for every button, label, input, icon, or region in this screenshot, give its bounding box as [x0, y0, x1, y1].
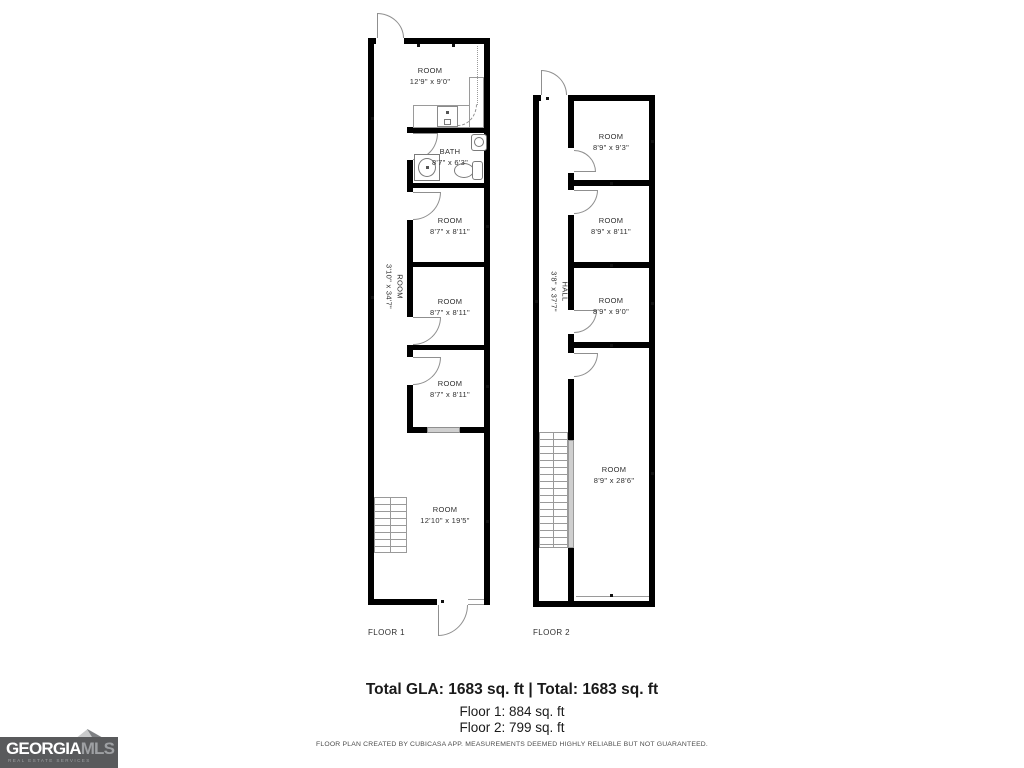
- wall: [407, 262, 484, 267]
- wall-corridor: [407, 127, 413, 433]
- wall-tick: [546, 97, 549, 100]
- logo-wordmark: [6, 739, 114, 759]
- wall-tick: [610, 182, 613, 185]
- wall: [568, 180, 649, 186]
- room-label: [576, 132, 646, 153]
- wall-tick: [651, 302, 654, 305]
- room-dims: 8'9" x 28'6": [593, 475, 635, 485]
- room-label: [576, 216, 646, 237]
- room-dims: 8'9" x 9'3": [592, 142, 630, 152]
- room-label: [405, 505, 485, 526]
- disclaimer-text: FLOOR PLAN CREATED BY CUBICASA APP. MEASUREMENTS DEEMED HIGHLY RELIABLE BUT NOT GUARANTEED.: [316, 741, 708, 748]
- wall: [568, 262, 649, 268]
- room-dims: 8'7" x 6'3": [431, 157, 469, 167]
- floor1-title: FLOOR 1: [368, 628, 406, 637]
- room-label: [415, 297, 485, 318]
- room-name: HALL: [560, 281, 570, 302]
- wall-tick: [486, 385, 489, 388]
- corridor-label: [384, 242, 405, 332]
- wall-tick: [371, 296, 374, 299]
- room-name: ROOM: [417, 66, 443, 75]
- room-label: [415, 379, 485, 400]
- wall: [568, 342, 649, 348]
- door-arc: [413, 317, 441, 345]
- wall-tick: [417, 44, 420, 47]
- wall-tick: [371, 117, 374, 120]
- area-summary: [0, 681, 1024, 735]
- upper-cabinet-line: [477, 46, 478, 105]
- floor2-title: FLOOR 2: [533, 628, 571, 637]
- room-name: ROOM: [437, 297, 463, 306]
- floor2-area-line: Floor 2: 799 sq. ft: [459, 719, 565, 735]
- room-dims: 8'7" x 8'11": [429, 226, 470, 236]
- door-arc: [541, 70, 567, 95]
- wall-tick: [651, 140, 654, 143]
- room-dims: 12'10" x 19'5": [420, 515, 470, 525]
- kitchen-sink-basin: [444, 119, 451, 125]
- room-label: [415, 216, 485, 237]
- floor1-area-line: Floor 1: 884 sq. ft: [459, 704, 565, 719]
- faucet-dot: [446, 111, 449, 114]
- wall-tick: [486, 520, 489, 523]
- room-name: ROOM: [598, 132, 624, 141]
- stair-rail-opening: [568, 440, 574, 548]
- door-arc: [377, 13, 404, 38]
- wall-tick: [452, 44, 455, 47]
- room-label: [395, 66, 465, 87]
- room-dims: 12'9" x 9'0": [409, 76, 451, 86]
- room-name: ROOM: [598, 296, 624, 305]
- wall-basin-bowl: [474, 137, 484, 147]
- room-name: ROOM: [437, 379, 463, 388]
- room-dims: 3'8" x 37'7": [550, 271, 559, 312]
- wall-tick: [610, 264, 613, 267]
- logo-plate: [0, 737, 118, 768]
- room-dims: 3'10" x 34'7": [385, 263, 394, 310]
- wall: [533, 601, 655, 607]
- room-name: ROOM: [432, 505, 458, 514]
- wall-tick: [441, 600, 444, 603]
- room-label: [576, 296, 646, 317]
- room-dims: 8'7" x 8'11": [429, 307, 470, 317]
- room-name: ROOM: [395, 274, 405, 299]
- room-dims: 8'9" x 8'11": [590, 226, 631, 236]
- logo-tagline: REAL ESTATE SERVICES: [8, 758, 91, 763]
- door-opening: [376, 38, 404, 44]
- total-gla-line: Total GLA: 1683 sq. ft | Total: 1683 sq. ft: [365, 681, 659, 698]
- staircase-rail: [553, 432, 554, 548]
- room-dims: 8'7" x 8'11": [429, 389, 470, 399]
- room-name: ROOM: [601, 465, 627, 474]
- door-arc: [574, 150, 596, 172]
- wall: [407, 183, 484, 188]
- wall: [649, 95, 655, 607]
- wall-tick: [610, 594, 613, 597]
- logo-georgia: GEORGIA: [6, 739, 81, 758]
- window: [427, 427, 460, 433]
- door-arc: [574, 353, 598, 377]
- wall-tick: [610, 344, 613, 347]
- wall-tick: [535, 300, 538, 303]
- room-label: [415, 147, 485, 168]
- window: [468, 599, 484, 605]
- room-label: [574, 465, 654, 486]
- hall-label: [549, 247, 570, 337]
- room-name: ROOM: [598, 216, 624, 225]
- door-arc: [574, 190, 598, 214]
- room-name: ROOM: [437, 216, 463, 225]
- staircase-rail: [390, 497, 391, 553]
- wall: [407, 345, 484, 350]
- door-arc: [438, 605, 468, 636]
- room-name: BATH: [439, 147, 461, 156]
- wall-tick: [486, 225, 489, 228]
- room-dims: 8'9" x 9'0": [592, 306, 630, 316]
- logo-mls: MLS: [80, 739, 115, 758]
